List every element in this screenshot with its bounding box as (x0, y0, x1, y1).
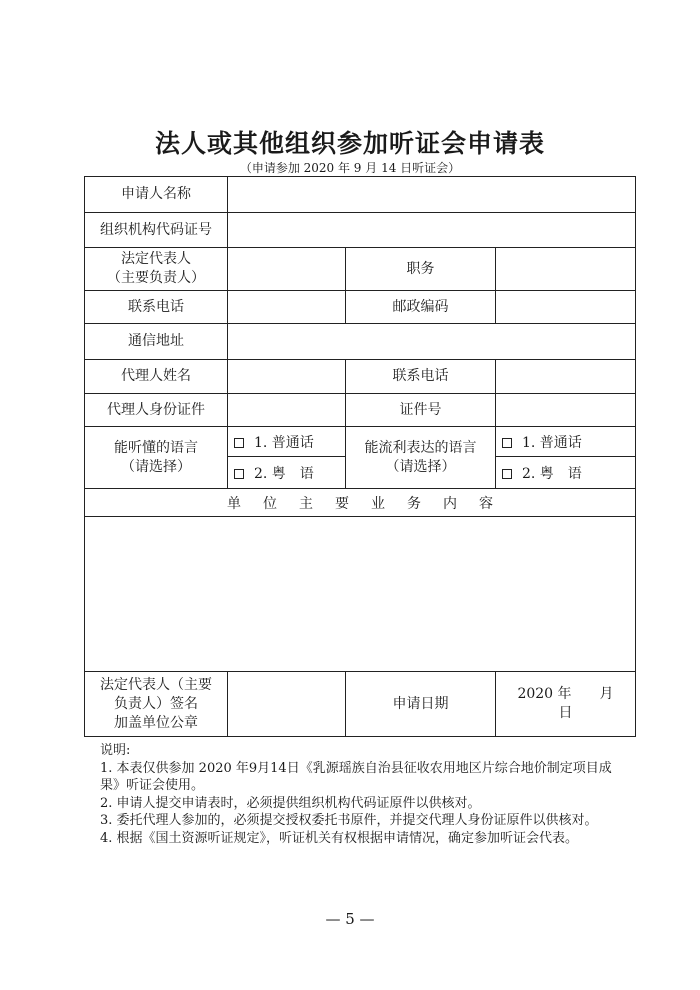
position-label: 职务 (346, 248, 496, 291)
org-code-label: 组织机构代码证号 (85, 213, 228, 248)
applicant-name-label: 申请人名称 (85, 177, 228, 213)
id-number-label: 证件号 (346, 394, 496, 427)
notes-section (100, 742, 630, 847)
postcode-label: 邮政编码 (346, 291, 496, 324)
notes-heading: 说明: (100, 743, 131, 758)
express-lang-label (346, 427, 496, 489)
business-content-field[interactable] (85, 517, 636, 672)
signature-field[interactable] (228, 672, 346, 737)
understand-lang-label-line2: （请选择） (121, 458, 191, 475)
note-item: 4. 根据《国土资源听证规定》，听证机关有权根据申请情况，确定参加听证会代表。 (100, 830, 579, 846)
legal-rep-label-line2: （主要负责人） (107, 270, 205, 286)
understand-option-cantonese-label: 2. 粤 语 (254, 465, 314, 482)
id-number-field[interactable] (496, 394, 636, 427)
signature-label-line1: 法定代表人（主要 (100, 676, 212, 693)
agent-id-doc-field[interactable] (228, 394, 346, 427)
org-code-field[interactable] (228, 213, 636, 248)
phone-field[interactable] (228, 291, 346, 324)
checkbox-icon[interactable] (234, 469, 244, 479)
page-number: — 5 — (325, 910, 375, 928)
postcode-field[interactable] (496, 291, 636, 324)
legal-rep-label (85, 248, 228, 291)
checkbox-icon[interactable] (502, 469, 512, 479)
note-item: 2. 申请人提交申请表时，必须提供组织机构代码证原件以供核对。 (100, 795, 481, 811)
signature-label (85, 672, 228, 737)
address-field[interactable] (228, 324, 636, 360)
agent-phone-field[interactable] (496, 360, 636, 394)
agent-name-label: 代理人姓名 (85, 360, 228, 394)
business-content-header: 单位主要业务内容 (85, 489, 636, 517)
note-item: 1. 本表仅供参加 2020 年9月14日《乳源瑶族自治县征收农用地区片综合地价制定项目成果》听证会使用。 (100, 760, 612, 793)
express-option-mandarin-label: 1. 普通话 (522, 434, 582, 451)
position-field[interactable] (496, 248, 636, 291)
express-option-cantonese-label: 2. 粤 语 (522, 465, 582, 482)
express-lang-label-line1: 能流利表达的语言 (364, 439, 477, 456)
express-lang-label-line2: （请选择） (385, 458, 456, 475)
address-label: 通信地址 (85, 324, 228, 360)
understand-option-mandarin[interactable] (228, 427, 346, 457)
apply-date-value[interactable]: 2020 年 月 日 (496, 672, 636, 737)
agent-name-field[interactable] (228, 360, 346, 394)
express-option-mandarin[interactable] (496, 427, 636, 457)
form-title: 法人或其他组织参加听证会申请表 (154, 129, 545, 158)
agent-id-doc-label: 代理人身份证件 (85, 394, 228, 427)
applicant-name-field[interactable] (228, 177, 636, 213)
phone-label: 联系电话 (85, 291, 228, 324)
agent-phone-label: 联系电话 (346, 360, 496, 394)
understand-option-mandarin-label: 1. 普通话 (254, 434, 314, 451)
checkbox-icon[interactable] (234, 438, 244, 448)
application-form-table (84, 176, 642, 737)
understand-option-cantonese[interactable] (228, 457, 346, 489)
legal-rep-label-line1: 法定代表人 (121, 251, 191, 267)
express-option-cantonese[interactable] (496, 457, 636, 489)
note-item: 3. 委托代理人参加的，必须提交授权委托书原件，并提交代理人身份证原件以供核对。 (100, 813, 598, 828)
legal-rep-field[interactable] (228, 248, 346, 291)
signature-label-line3: 加盖单位公章 (114, 714, 198, 731)
apply-date-label: 申请日期 (346, 672, 496, 737)
understand-lang-label-line1: 能听懂的语言 (114, 439, 198, 456)
understand-lang-label (85, 427, 228, 489)
checkbox-icon[interactable] (502, 438, 512, 448)
form-subtitle: （申请参加 2020 年 9 月 14 日听证会） (239, 161, 461, 175)
signature-label-line2: 负责人）签名 (114, 695, 198, 712)
